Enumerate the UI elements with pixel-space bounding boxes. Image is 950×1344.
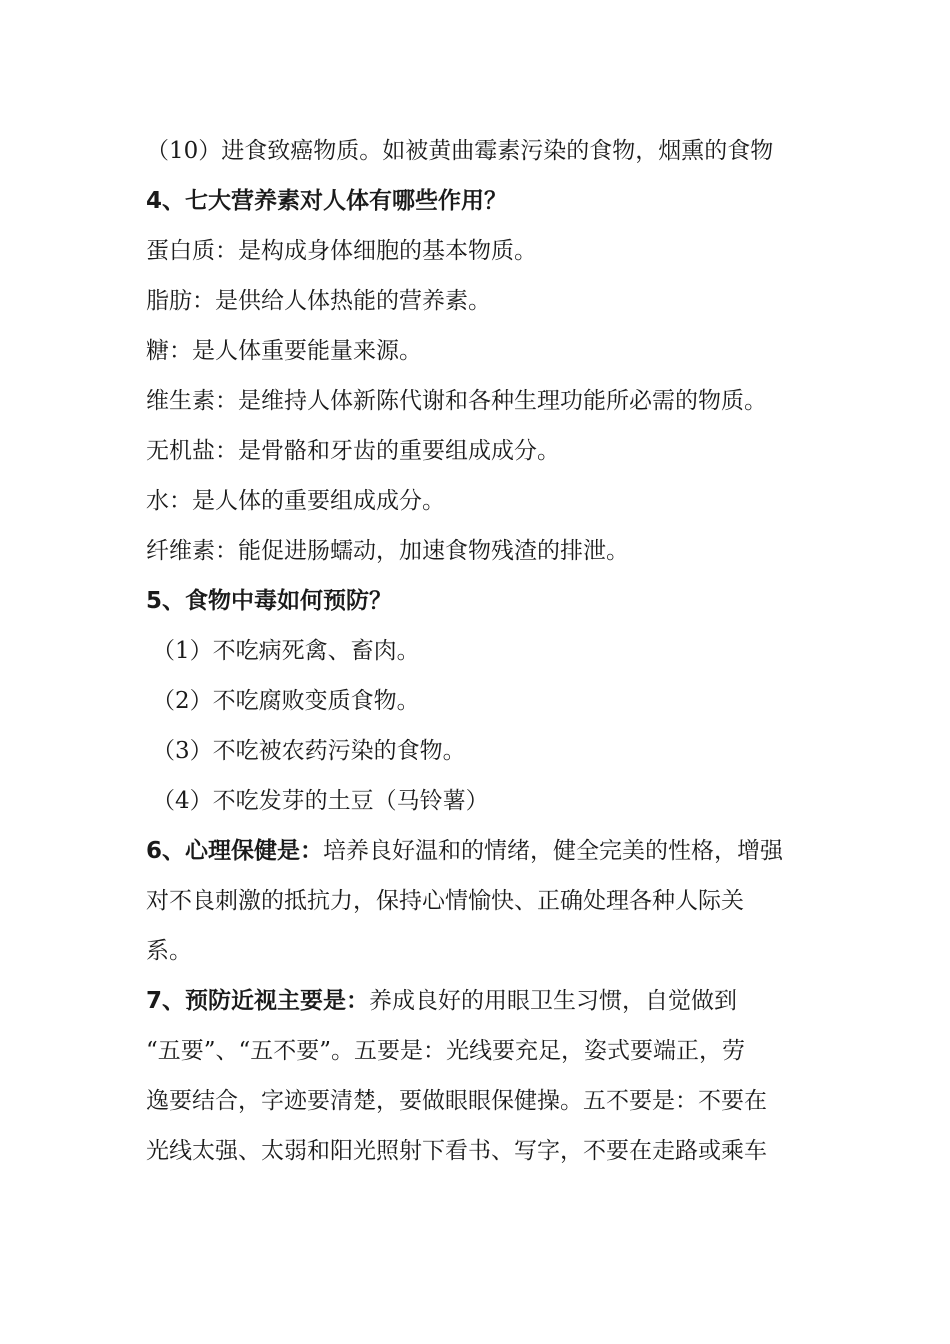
nutrient-water: 水：是人体的重要组成成分。	[146, 488, 445, 514]
list-item: （4）不吃发芽的土豆（马铃薯）	[152, 788, 489, 814]
paragraph-line: 系。	[146, 938, 192, 964]
section-7-text: 养成良好的用眼卫生习惯，自觉做到	[369, 988, 738, 1014]
paragraph-line: 逸要结合，字迹要清楚，要做眼眼保健操。五不要是：不要在	[146, 1088, 767, 1114]
nutrient-vitamin: 维生素：是维持人体新陈代谢和各种生理功能所必需的物质。	[146, 388, 767, 414]
nutrient-protein: 蛋白质：是构成身体细胞的基本物质。	[146, 238, 537, 264]
nutrient-sugar: 糖：是人体重要能量来源。	[146, 338, 422, 364]
nutrient-fat: 脂肪：是供给人体热能的营养素。	[146, 288, 491, 314]
paragraph-line: 光线太强、太弱和阳光照射下看书、写字，不要在走路或乘车	[146, 1138, 767, 1164]
nutrient-mineral: 无机盐：是骨骼和牙齿的重要组成成分。	[146, 438, 560, 464]
section-heading-6: 6、心理保健是：	[146, 838, 324, 864]
section-6-text: 培养良好温和的情绪，健全完美的性格，增强	[323, 838, 784, 864]
list-item: （3）不吃被农药污染的食物。	[152, 738, 466, 764]
nutrient-fiber: 纤维素：能促进肠蠕动，加速食物残渣的排泄。	[146, 538, 629, 564]
paragraph-line: （10）进食致癌物质。如被黄曲霉素污染的食物，烟熏的食物	[146, 138, 774, 164]
list-item: （2）不吃腐败变质食物。	[152, 688, 420, 714]
paragraph-line: “五要”、“五不要”。五要是：光线要充足，姿式要端正，劳	[146, 1038, 746, 1064]
paragraph-line: 对不良刺激的抵抗力，保持心情愉快、正确处理各种人际关	[146, 888, 744, 914]
section-heading-7: 7、预防近视主要是：	[146, 988, 370, 1014]
section-heading-5: 5、食物中毒如何预防？	[146, 588, 393, 614]
document-body	[146, 126, 836, 1176]
list-item: （1）不吃病死禽、畜肉。	[152, 638, 420, 664]
section-heading-4: 4、七大营养素对人体有哪些作用？	[146, 188, 508, 214]
section-7-line	[146, 976, 836, 1026]
section-6-line	[146, 826, 836, 876]
